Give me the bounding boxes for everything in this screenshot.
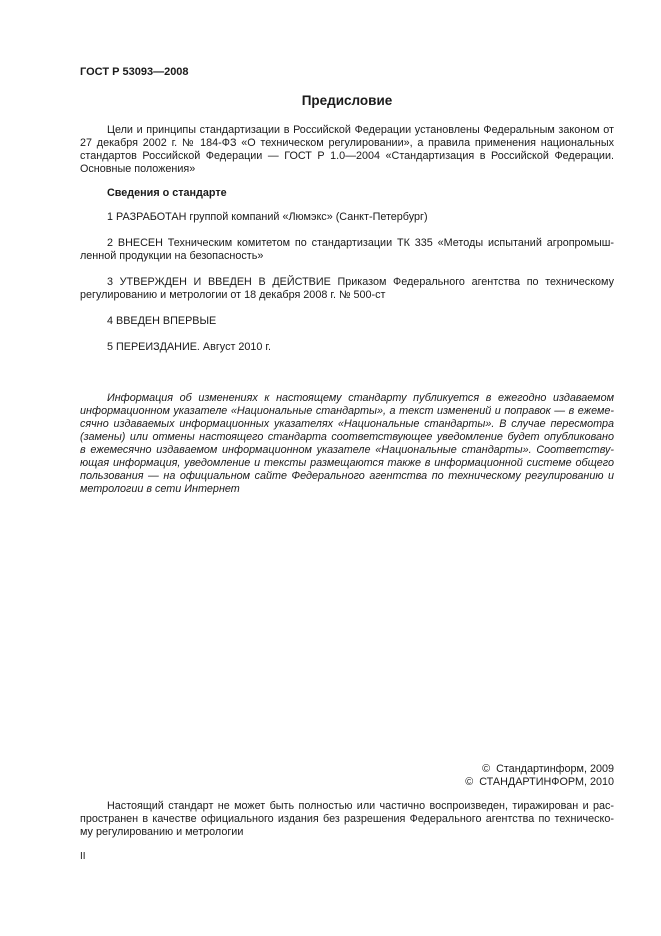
- list-item-line: 3 УТВЕРЖДЕН И ВВЕДЕН В ДЕЙСТВИЕ Приказом Федерального агентства по техническому: [107, 276, 614, 288]
- notice-line: ющая информация, уведомление и тексты размещаются также в информационной системе общего: [80, 456, 614, 469]
- notice-line: сячно издаваемых информационных указателях «Национальные стандарты». В случае пересмотра: [80, 417, 614, 430]
- notice-line: (замены) или отмены настоящего стандарта соответствующее уведомление будет опубликовано: [80, 430, 614, 443]
- list-item-line: 5 ПЕРЕИЗДАНИЕ. Август 2010 г.: [107, 340, 272, 353]
- list-item: [80, 315, 614, 328]
- paragraph-line: стандартов Российской Федерации — ГОСТ Р 1.0—2004 «Стандартизация в Российской Федерации.: [80, 149, 614, 162]
- notice-line: Информация об изменениях к настоящему стандарту публикуется в ежегодно издаваемом: [107, 391, 614, 404]
- copyright-text: Стандартинформ, 2009: [496, 762, 614, 775]
- copyright-text: СТАНДАРТИНФОРМ, 2010: [479, 775, 614, 788]
- paragraph-line: 27 декабря 2002 г. № 184-ФЗ «О техническом регулировании», а правила применения национальных: [80, 136, 614, 149]
- page-title: Предисловие: [301, 93, 393, 108]
- amendments-notice: [80, 392, 614, 496]
- notice-line: информационном указателе «Национальные стандарты», а текст изменений и поправок — в ежеме-: [80, 404, 614, 417]
- notice-line: пользования — на официальном сайте Федерального агентства по техническому регулированию и: [80, 469, 614, 482]
- copyright-block: [80, 763, 614, 789]
- list-item-line: ленной продукции на безопасность»: [80, 249, 264, 262]
- standard-id-header: ГОСТ Р 53093—2008: [80, 66, 189, 78]
- list-item-line: 1 РАЗРАБОТАН группой компаний «Люмэкс» (Санкт-Петербург): [107, 210, 428, 223]
- paragraph-line: му регулированию и метрологии: [80, 825, 244, 838]
- section-heading: Сведения о стандарте: [107, 186, 227, 199]
- paragraph-line: Основные положения»: [80, 162, 196, 175]
- notice-line: в ежемесячно издаваемом информационном указателе «Национальные стандарты». Соответству-: [80, 443, 614, 456]
- copyright-icon: ©: [482, 762, 491, 775]
- list-item-line: 4 ВВЕДЕН ВПЕРВЫЕ: [107, 314, 217, 327]
- list-item-line: регулированию и метрологии от 18 декабря 2008 г. № 500-ст: [80, 289, 386, 301]
- paragraph-line: пространен в качестве официального издания без разрешения Федерального агентства по техническо-: [80, 812, 614, 825]
- list-item: [80, 211, 614, 224]
- paragraph-line: Цели и принципы стандартизации в Российской Федерации установлены Федеральным законом от: [107, 123, 614, 136]
- list-item-line: 2 ВНЕСЕН Техническим комитетом по стандартизации ТК 335 «Методы испытаний агропромыш-: [107, 236, 614, 249]
- about-standard-section: [80, 187, 614, 200]
- notice-line: метрологии в сети Интернет: [80, 482, 240, 495]
- copyright-line: [80, 763, 614, 776]
- page-number: II: [80, 850, 86, 862]
- copyright-icon: ©: [465, 775, 474, 788]
- copyright-line: [80, 776, 614, 789]
- list-item: [80, 341, 614, 354]
- list-item: [80, 237, 614, 263]
- reproduction-notice: [80, 800, 614, 839]
- paragraph-line: Настоящий стандарт не может быть полностью или частично воспроизведен, тиражирован и рас-: [107, 799, 614, 812]
- list-item: [80, 276, 614, 302]
- intro-paragraph: [80, 124, 614, 176]
